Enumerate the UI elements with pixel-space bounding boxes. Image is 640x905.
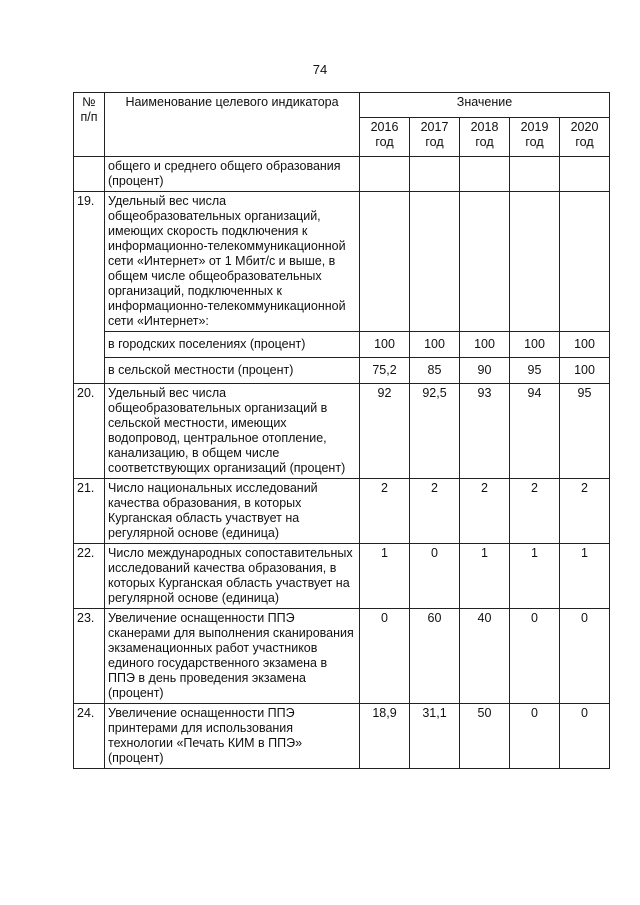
table-row — [74, 384, 610, 479]
row-value: 1 — [460, 544, 510, 609]
row-name: Увеличение оснащенности ППЭ принтерами для использования технологии «Печать КИМ в ППЭ» (процент) — [105, 704, 360, 769]
row-value: 18,9 — [360, 704, 410, 769]
row-name: в городских поселениях (процент) — [105, 332, 360, 358]
row-value: 90 — [460, 358, 510, 384]
row-value — [410, 192, 460, 332]
header-name: Наименование целевого индикатора — [105, 93, 360, 157]
row-number: 23. — [74, 609, 105, 704]
header-year: 2019 год — [510, 118, 560, 157]
row-name: в сельской местности (процент) — [105, 358, 360, 384]
header-year: 2016 год — [360, 118, 410, 157]
table-row — [74, 544, 610, 609]
row-value: 2 — [410, 479, 460, 544]
indicators-table — [73, 92, 610, 769]
row-value: 100 — [460, 332, 510, 358]
header-year: 2018 год — [460, 118, 510, 157]
row-value: 2 — [510, 479, 560, 544]
table-row — [74, 332, 610, 358]
row-value: 0 — [510, 609, 560, 704]
row-value — [460, 157, 510, 192]
table-row — [74, 192, 610, 332]
row-value: 60 — [410, 609, 460, 704]
row-value — [510, 157, 560, 192]
row-value — [360, 157, 410, 192]
row-value — [360, 192, 410, 332]
row-value: 92,5 — [410, 384, 460, 479]
row-value: 100 — [560, 358, 610, 384]
row-value: 1 — [510, 544, 560, 609]
row-value: 100 — [510, 332, 560, 358]
row-name: Удельный вес числа общеобразовательных организаций в сельской местности, имеющих водопровод, центральное отопление, канализацию, в общем числе соответствующих организаций (процент) — [105, 384, 360, 479]
row-value: 85 — [410, 358, 460, 384]
row-name: Удельный вес числа общеобразовательных организаций, имеющих скорость подключения к информационно-телекоммуникационной сети «Интернет» от 1 Мбит/с и выше, в общем числе общеобразовательных организаций, подключенных к информационно-телекоммуникационной сети «Интернет»: — [105, 192, 360, 332]
row-value: 2 — [360, 479, 410, 544]
header-year: 2020 год — [560, 118, 610, 157]
table-row — [74, 479, 610, 544]
row-value: 94 — [510, 384, 560, 479]
row-number: 21. — [74, 479, 105, 544]
row-value: 2 — [560, 479, 610, 544]
row-number: 19. — [74, 192, 105, 384]
table-row — [74, 358, 610, 384]
row-value: 75,2 — [360, 358, 410, 384]
table-row — [74, 609, 610, 704]
row-value: 0 — [360, 609, 410, 704]
header-year: 2017 год — [410, 118, 460, 157]
row-value: 95 — [510, 358, 560, 384]
row-value — [410, 157, 460, 192]
table-row — [74, 704, 610, 769]
row-value: 40 — [460, 609, 510, 704]
table-row — [74, 157, 610, 192]
row-value: 31,1 — [410, 704, 460, 769]
row-value: 1 — [560, 544, 610, 609]
page-number: 74 — [312, 62, 328, 77]
row-value: 0 — [410, 544, 460, 609]
row-value: 95 — [560, 384, 610, 479]
row-number: 22. — [74, 544, 105, 609]
row-value — [560, 192, 610, 332]
row-value — [460, 192, 510, 332]
row-value: 100 — [560, 332, 610, 358]
row-number — [74, 157, 105, 192]
row-name: общего и среднего общего образования (процент) — [105, 157, 360, 192]
row-value: 0 — [560, 704, 610, 769]
row-name: Увеличение оснащенности ППЭ сканерами для выполнения сканирования экзаменационных работ участников единого государственного экзамена в ППЭ в день проведения экзамена (процент) — [105, 609, 360, 704]
row-value: 100 — [410, 332, 460, 358]
header-num: № п/п — [74, 93, 105, 157]
row-value: 2 — [460, 479, 510, 544]
row-value: 92 — [360, 384, 410, 479]
row-value: 100 — [360, 332, 410, 358]
row-number: 24. — [74, 704, 105, 769]
row-value — [510, 192, 560, 332]
row-value: 0 — [560, 609, 610, 704]
row-value: 1 — [360, 544, 410, 609]
header-value: Значение — [360, 93, 610, 118]
row-value: 50 — [460, 704, 510, 769]
row-name: Число национальных исследований качества образования, в которых Курганская область участвует на регулярной основе (единица) — [105, 479, 360, 544]
row-value: 0 — [510, 704, 560, 769]
row-value — [560, 157, 610, 192]
row-value: 93 — [460, 384, 510, 479]
row-name: Число международных сопоставительных исследований качества образования, в которых Курганская область участвует на регулярной основе (единица) — [105, 544, 360, 609]
row-number: 20. — [74, 384, 105, 479]
